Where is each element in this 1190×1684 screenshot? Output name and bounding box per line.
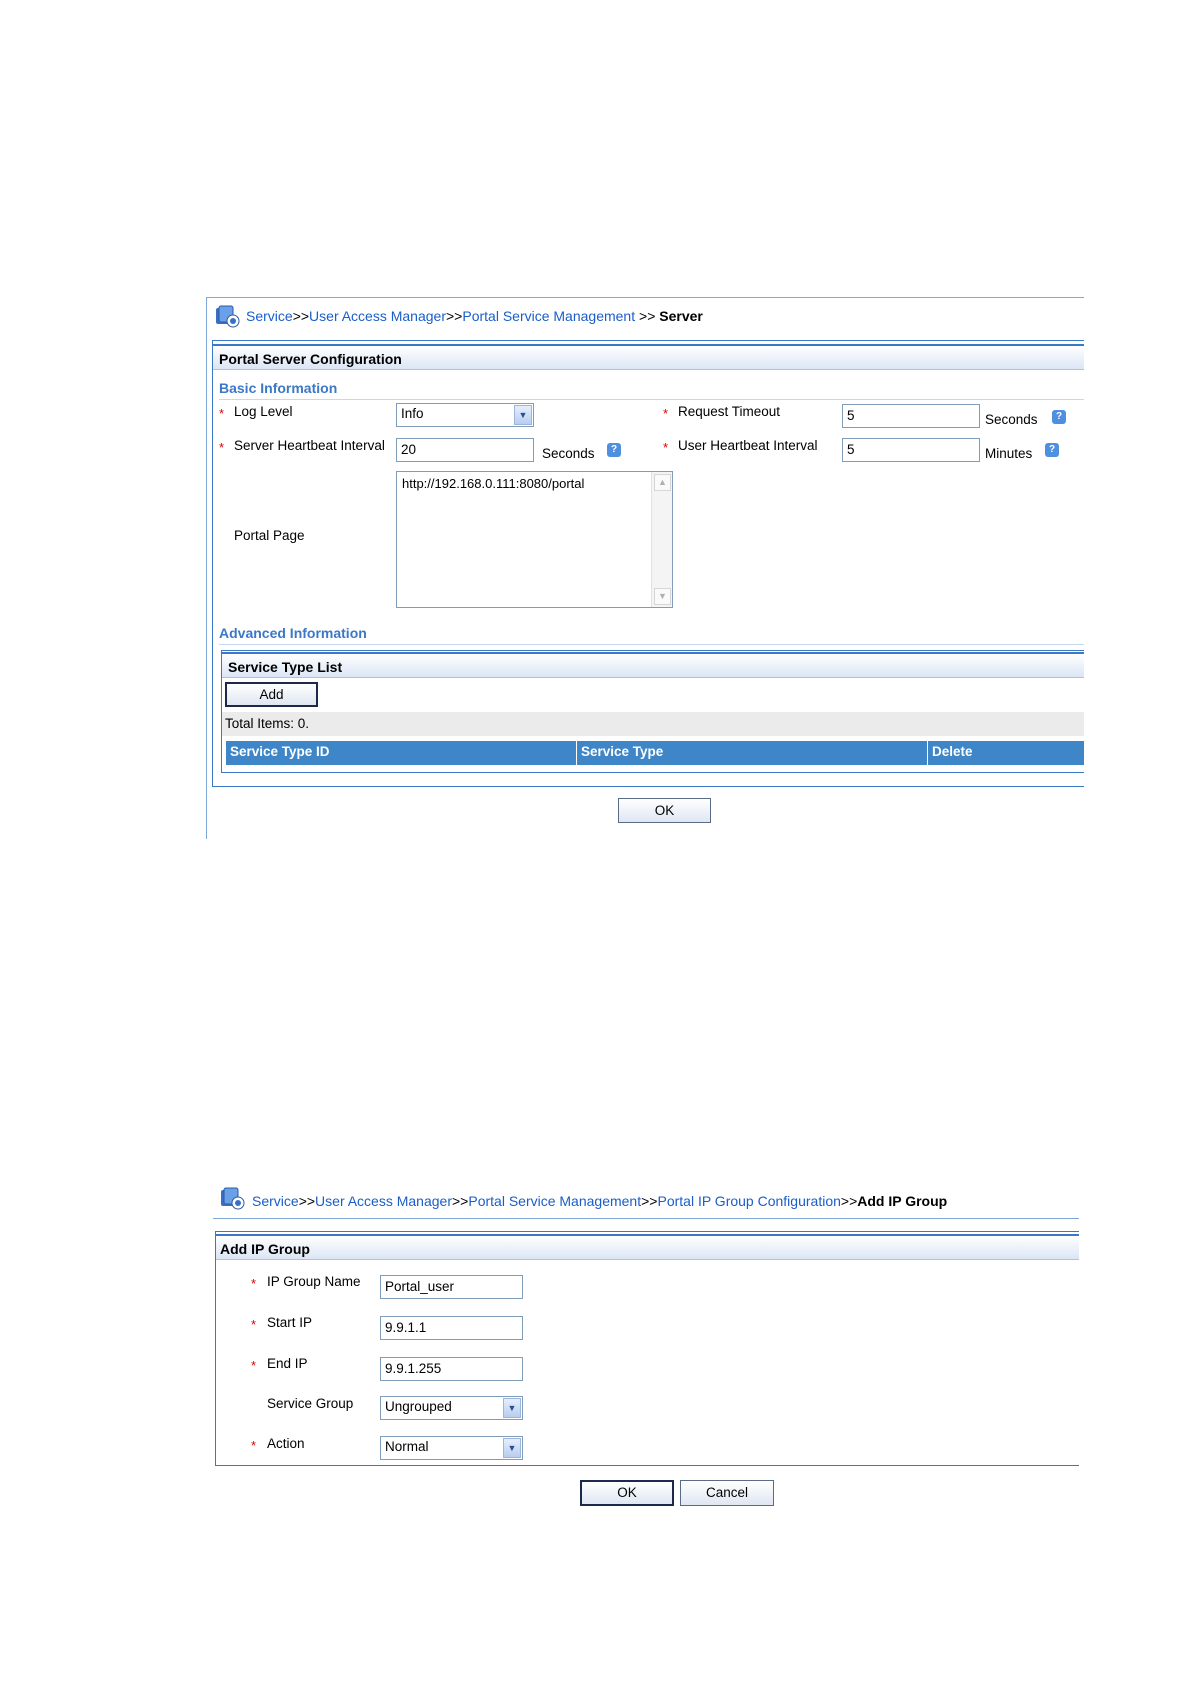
chevron-down-icon[interactable]: ▼	[503, 1438, 521, 1458]
service-app-icon	[214, 303, 240, 329]
add-service-type-button[interactable]: Add	[225, 682, 318, 707]
advanced-info-title: Advanced Information	[219, 625, 367, 641]
service-app-icon	[219, 1185, 245, 1211]
column-header-service-type[interactable]: Service Type	[577, 741, 928, 765]
ip-group-name-input[interactable]: Portal_user	[380, 1275, 523, 1299]
required-marker: *	[219, 406, 225, 421]
breadcrumb-separator: >>	[446, 308, 463, 324]
breadcrumb-separator: >>	[292, 308, 310, 324]
start-ip-label: Start IP	[267, 1315, 313, 1330]
breadcrumb	[246, 308, 703, 324]
chevron-down-icon[interactable]: ▼	[503, 1398, 521, 1418]
breadcrumb-separator: >>	[452, 1193, 469, 1209]
help-icon[interactable]: ?	[1052, 410, 1066, 424]
log-level-select[interactable]	[396, 403, 534, 427]
request-timeout-unit: Seconds	[985, 412, 1038, 427]
ip-group-name-label: IP Group Name	[267, 1274, 361, 1289]
service-type-table-header	[226, 741, 1084, 765]
breadcrumb-portal-service-management-link[interactable]: Portal Service Management	[462, 308, 636, 324]
required-marker: *	[663, 440, 669, 455]
required-marker: *	[251, 1438, 257, 1453]
breadcrumb-service-link[interactable]: Service	[246, 308, 293, 324]
basic-info-title: Basic Information	[219, 380, 338, 396]
start-ip-input[interactable]: 9.9.1.1	[380, 1316, 523, 1340]
action-select[interactable]	[380, 1436, 523, 1460]
breadcrumb-current: Server	[659, 308, 703, 324]
ip-group-box	[215, 1231, 1079, 1466]
portal-page-label: Portal Page	[234, 528, 305, 543]
section-title: Portal Server Configuration	[213, 344, 1084, 370]
portal-page-textarea[interactable]	[396, 471, 673, 608]
user-heartbeat-unit: Minutes	[985, 446, 1033, 461]
user-heartbeat-label: User Heartbeat Interval	[678, 438, 818, 453]
breadcrumb-separator: >>	[641, 1193, 658, 1209]
server-ok-button[interactable]: OK	[618, 798, 711, 823]
breadcrumb-portal-ip-group-configuration-link[interactable]: Portal IP Group Configuration	[657, 1193, 841, 1209]
frame-top	[206, 297, 1084, 298]
breadcrumb-separator: >>	[840, 1193, 858, 1209]
log-level-value: Info	[401, 406, 424, 421]
server-heartbeat-label: Server Heartbeat Interval	[234, 438, 385, 453]
scroll-up-icon[interactable]: ▲	[654, 474, 671, 491]
service-group-label: Service Group	[267, 1396, 354, 1411]
breadcrumb-portal-service-management-link[interactable]: Portal Service Management	[468, 1193, 642, 1209]
user-heartbeat-input[interactable]: 5	[842, 438, 980, 462]
required-marker: *	[251, 1317, 257, 1332]
column-header-service-type-id[interactable]: Service Type ID	[226, 741, 577, 765]
server-heartbeat-unit: Seconds	[542, 446, 595, 461]
section-title: Add IP Group	[216, 1234, 1079, 1260]
breadcrumb-current: Add IP Group	[857, 1193, 948, 1209]
ip-group-cancel-button[interactable]: Cancel	[680, 1480, 774, 1506]
total-items-bar	[222, 712, 1084, 736]
column-header-delete[interactable]: Delete	[932, 744, 973, 759]
total-items-text: Total Items: 0.	[225, 716, 310, 731]
service-group-select[interactable]	[380, 1396, 523, 1420]
request-timeout-label: Request Timeout	[678, 404, 781, 419]
required-marker: *	[251, 1276, 257, 1291]
action-label: Action	[267, 1436, 305, 1451]
breadcrumb-separator: >>	[635, 308, 660, 324]
frame-top	[213, 1218, 1079, 1219]
end-ip-input[interactable]: 9.9.1.255	[380, 1357, 523, 1381]
breadcrumb	[252, 1193, 947, 1209]
breadcrumb-user-access-manager-link[interactable]: User Access Manager	[309, 308, 446, 324]
required-marker: *	[219, 440, 225, 455]
service-group-value: Ungrouped	[385, 1399, 452, 1414]
scroll-down-icon[interactable]: ▼	[654, 588, 671, 605]
log-level-label: Log Level	[234, 404, 293, 419]
required-marker: *	[663, 406, 669, 421]
end-ip-label: End IP	[267, 1356, 308, 1371]
frame-left	[206, 297, 207, 839]
textarea-scrollbar[interactable]	[651, 472, 672, 607]
breadcrumb-separator: >>	[298, 1193, 316, 1209]
divider	[219, 399, 1084, 400]
help-icon[interactable]: ?	[607, 443, 621, 457]
required-marker: *	[251, 1358, 257, 1373]
action-value: Normal	[385, 1439, 429, 1454]
portal-page-value: http://192.168.0.111:8080/portal	[402, 476, 585, 491]
divider	[219, 644, 1084, 645]
service-type-list-title: Service Type List	[222, 652, 1084, 678]
ip-group-ok-button[interactable]: OK	[580, 1480, 674, 1506]
request-timeout-input[interactable]: 5	[842, 404, 980, 428]
chevron-down-icon[interactable]: ▼	[514, 405, 532, 425]
breadcrumb-service-link[interactable]: Service	[252, 1193, 299, 1209]
help-icon[interactable]: ?	[1045, 443, 1059, 457]
server-heartbeat-input[interactable]: 20	[396, 438, 534, 462]
breadcrumb-user-access-manager-link[interactable]: User Access Manager	[315, 1193, 452, 1209]
